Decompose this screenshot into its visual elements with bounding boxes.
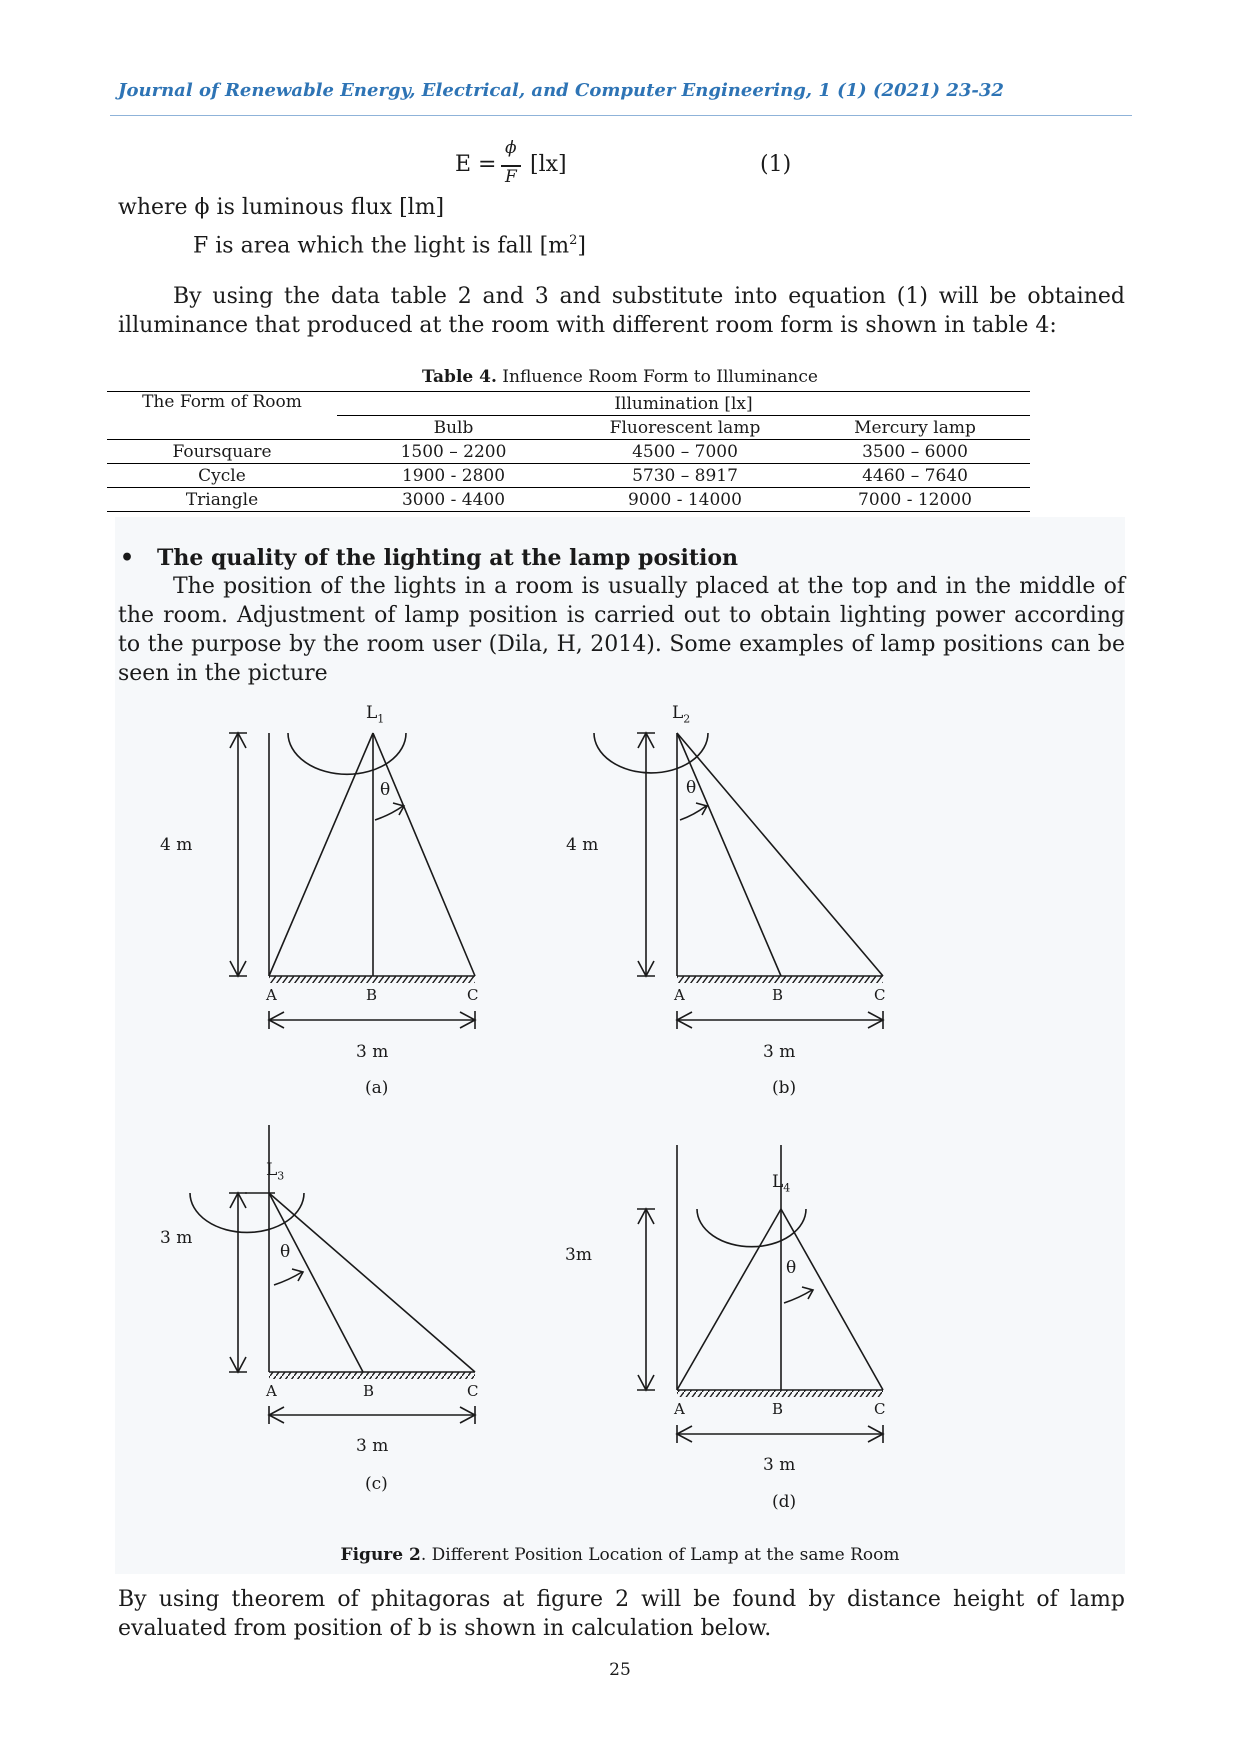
diagram-d [637, 1145, 886, 1443]
table-cell: 4460 – 7640 [800, 464, 1030, 488]
angle-label-c: θ [280, 1242, 291, 1262]
equation-numerator: ϕ [505, 138, 517, 158]
lamp-label-d [772, 1172, 790, 1194]
point-a-b: A [674, 986, 685, 1004]
equation-lhs: E = [455, 152, 497, 177]
table-cell: Triangle [107, 488, 337, 512]
height-label-c: 3 m [160, 1228, 193, 1248]
table-cell: 1500 – 2200 [337, 440, 570, 464]
lamp-label-b-sub: 2 [683, 712, 691, 726]
height-label-d: 3m [565, 1245, 592, 1265]
equation-denominator: F [505, 167, 517, 187]
figure-caption [0, 1545, 1240, 1565]
height-label-b: 4 m [566, 835, 599, 855]
lamp-label-a-sub: 1 [377, 712, 385, 726]
table-cell: 7000 - 12000 [800, 488, 1030, 512]
table-cell: 3500 – 6000 [800, 440, 1030, 464]
diagram-c [190, 1125, 475, 1424]
table-cell: Cycle [107, 464, 337, 488]
lamp-label-d-text: L [772, 1172, 784, 1192]
journal-header: Journal of Renewable Energy, Electrical, and Computer Engineering, 1 (1) (2021) 23-32 [118, 80, 1004, 101]
table-cell: 3000 - 4400 [337, 488, 570, 512]
table4-col-mercury: Mercury lamp [800, 416, 1030, 440]
table-cell: Foursquare [107, 440, 337, 464]
point-a-a: A [266, 986, 277, 1004]
width-label-a: 3 m [356, 1042, 389, 1062]
lamp-label-a [366, 703, 384, 725]
lamp-label-b [672, 703, 690, 725]
angle-label-d: θ [786, 1258, 797, 1278]
section-paragraph: The position of the lights in a room is usually placed at the top and in the middle of the room. Adjustment of lamp position is carried out to obtain lighting power according to the purpose by the room user (Dila, H, 2014). Some examples of lamp positions can be seen in the picture [118, 574, 1125, 686]
diagram-a [229, 733, 475, 1029]
point-c-a: C [467, 986, 479, 1004]
equation-unit: [lx] [530, 152, 567, 177]
lamp-label-d-sub: 4 [783, 1181, 791, 1195]
point-a-c: A [266, 1382, 277, 1400]
lamp-label-c [266, 1160, 284, 1182]
table4-group-header: Illumination [lx] [337, 392, 1030, 416]
table4-col-bulb: Bulb [337, 416, 570, 440]
page-number: 25 [609, 1660, 631, 1680]
angle-label-a: θ [380, 780, 391, 800]
where-line-1: where ϕ is luminous flux [lm] [118, 195, 445, 220]
table4-row-header: The Form of Room [107, 392, 337, 440]
subfig-label-a: (a) [365, 1078, 389, 1098]
diagram-b [594, 733, 886, 1029]
point-b-c: B [363, 1382, 375, 1400]
table4-caption-bold: Table 4. [422, 367, 497, 387]
angle-label-b: θ [686, 778, 697, 798]
where-line-2-text: F is area which the light is fall [m [193, 233, 570, 259]
intro-paragraph: By using the data table 2 and 3 and substitute into equation (1) will be obtained illuminance that produced at the room with different room form is shown in table 4: [118, 284, 1125, 338]
equation-number: (1) [760, 152, 792, 177]
width-label-d: 3 m [763, 1455, 796, 1475]
lamp-label-b-text: L [672, 703, 684, 723]
width-label-c: 3 m [356, 1436, 389, 1456]
figure-caption-bold: Figure 2 [340, 1545, 421, 1565]
point-a-d: A [674, 1400, 685, 1418]
where-line-2-end: ] [577, 233, 587, 259]
point-b-a: B [366, 986, 378, 1004]
subfig-label-d: (d) [772, 1492, 797, 1512]
table4-col-fluorescent: Fluorescent lamp [570, 416, 800, 440]
table-cell: 1900 - 2800 [337, 464, 570, 488]
table-cell: 9000 - 14000 [570, 488, 800, 512]
width-label-b: 3 m [763, 1042, 796, 1062]
subfig-label-b: (b) [772, 1078, 797, 1098]
bullet: • [120, 545, 135, 571]
section-heading-text: The quality of the lighting at the lamp position [157, 545, 739, 571]
point-c-c: C [467, 1382, 479, 1400]
table-cell: 5730 – 8917 [570, 464, 800, 488]
point-b-b: B [772, 986, 784, 1004]
closing-paragraph: By using theorem of phitagoras at figure 2 will be found by distance height of lamp evaluated from position of b is shown in calculation below. [118, 1587, 1125, 1641]
lamp-label-c-text: L [266, 1160, 278, 1180]
point-c-b: C [874, 986, 886, 1004]
table-cell: 4500 – 7000 [570, 440, 800, 464]
where-line-2-sup: 2 [569, 233, 578, 248]
lamp-label-c-sub: 3 [277, 1169, 285, 1183]
height-label-a: 4 m [160, 835, 193, 855]
table4-caption-rest: Influence Room Form to Illuminance [496, 367, 818, 387]
point-b-d: B [772, 1400, 784, 1418]
point-c-d: C [874, 1400, 886, 1418]
figure-caption-rest: . Different Position Location of Lamp at the same Room [420, 1545, 900, 1565]
subfig-label-c: (c) [365, 1474, 388, 1494]
lamp-label-a-text: L [366, 703, 378, 723]
